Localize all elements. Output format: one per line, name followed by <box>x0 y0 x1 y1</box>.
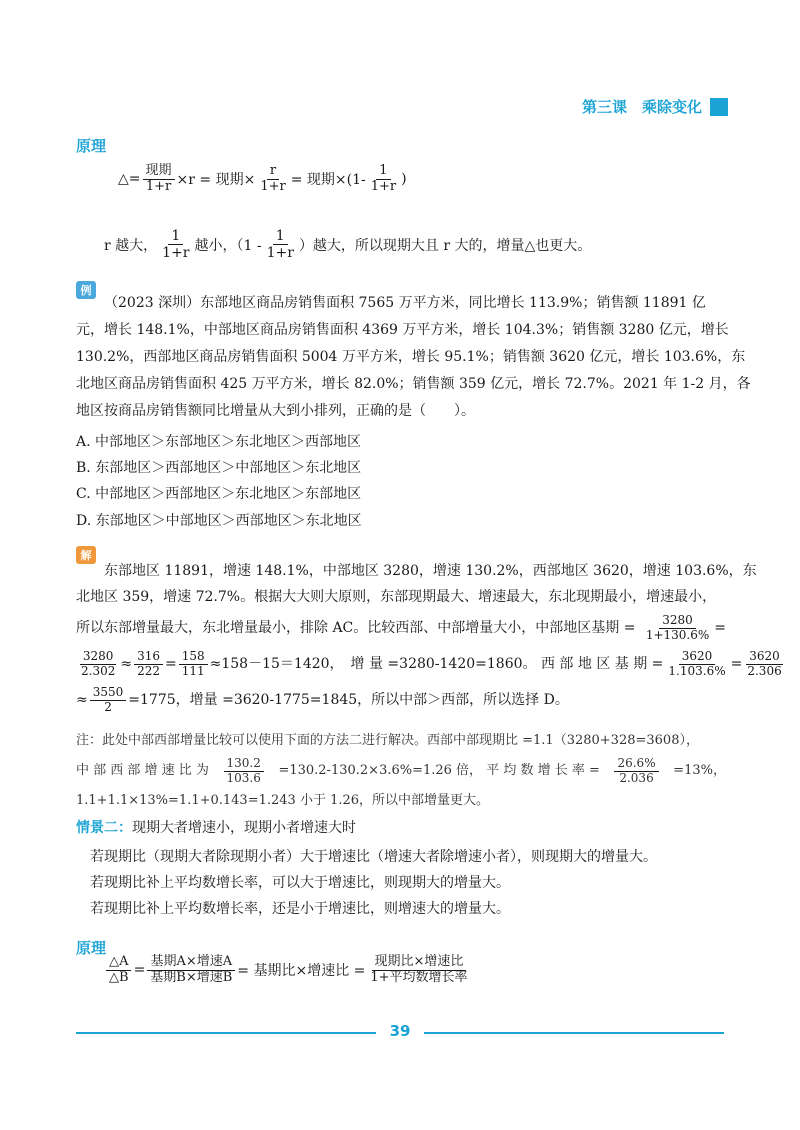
fraction: $\frac{316}{222}$ <box>134 650 163 679</box>
example-question <box>76 290 751 425</box>
option-c: C. 中部地区＞西部地区＞东北地区＞东部地区 <box>76 486 362 502</box>
formula-explanation: r 越大， $\frac{1}{1+r}$ 越小，（1 - $\frac{1}{1+r}$ ）越大，所以现期大且 r 大的，增量△也更大。 <box>104 228 592 262</box>
page-number: 39 <box>389 1022 411 1040</box>
fraction: $\frac{\text{现期}}{1+r}$ <box>143 164 175 195</box>
fraction: $\frac{3280}{2.302}$ <box>81 648 116 678</box>
solution-body <box>76 558 782 718</box>
fraction: $\frac{26.6\%}{2.036}$ <box>614 757 658 786</box>
fraction: $\frac{\text{基期A×增速A}}{\text{基期B×增速B}}$ <box>147 955 235 986</box>
question-line: 北地区商品房销售面积 425 万平方米，增长 82.0%；销售额 359 亿元，增长 72.7%。2021 年 1-2 月，各 <box>76 376 751 392</box>
scene-rule-1: 若现期比（现期大者除现期小者）大于增速比（增速大者除增速小者），则现期大的增量大。 <box>90 849 657 865</box>
scene-rule-2: 若现期比补上平均数增长率，可以大于增速比，则现期大的增量大。 <box>90 875 510 891</box>
formula-delta: △= $\frac{\text{现期}}{1+r}$ ×r = 现期× $\frac{r}{1+r}$ = 现期×(1- $\frac{1}{1+r}$ ) <box>118 163 407 194</box>
note-line: 注：此处中部西部增量比较可以使用下面的方法二进行解决。西部中部现期比 =1.1（3280+328=3608）， <box>76 733 699 748</box>
solution-line: 所以东部增量最大，东北增量最小，排除 AC。比较西部、中部增量大小，中部地区基期 = $\frac{3280}{1+130.6\%}$ = <box>76 612 726 642</box>
chapter-square-icon <box>710 98 728 116</box>
fraction: $\frac{1}{1+r}$ <box>162 228 190 262</box>
formula-ratio: $\frac{\triangle A}{\triangle B}$ = $\frac{\text{基期A×增速A}}{\text{基期B×增速B}}$ = 基期比×增速比 = $\frac{\text{现期比×增速比}}{\text{1+平均数增长率}}$ <box>104 955 473 986</box>
solution-line: $\frac{3280}{2.302}$ ≈ $\frac{316}{222}$ = $\frac{158}{111}$ ≈158－15＝1420， 增 量 =3280-1420=1860。 西 部 地 区 基 期 = $\frac{3620}{1.103.6\%}$ = $\frac{3620}{2.306}$ <box>76 646 726 682</box>
fraction: $\frac{158}{111}$ <box>179 650 208 679</box>
note-line: 中 部 西 部 增 速 比 为 $\frac{130.2}{103.6}$ =130.2-130.2×3.6%=1.26 倍， 平 均 数 增 长 率 = $\frac{26.6\%}{2.036}$ =13%， <box>76 755 726 785</box>
footer-rule-right <box>424 1032 724 1034</box>
solution-line: ≈ $\frac{3550}{2}$ =1775，增量 =3620-1775=1845，所以中部＞西部，所以选择 D。 <box>76 684 569 714</box>
scene-rule-3: 若现期比补上平均数增长率，还是小于增速比，则增速大的增量大。 <box>90 901 510 917</box>
note-block <box>76 728 726 814</box>
solution-line: 东部地区 11891，增速 148.1%，中部地区 3280，增速 130.2%，西部地区 3620，增速 103.6%，东 <box>104 563 757 579</box>
section-heading-principle: 原理 <box>76 137 107 155</box>
solution-line: 北地区 359，增速 72.7%。根据大大则大原则，东部现期最大、增速最大，东北现期最小，增速最小， <box>76 589 717 605</box>
fraction: $\frac{1}{1+r}$ <box>266 228 294 262</box>
question-line: 130.2%，西部地区商品房销售面积 5004 万平方米，增长 95.1%；销售额 3620 亿元，增长 103.6%，东 <box>76 349 746 365</box>
fraction: $\frac{3620}{1.103.6\%}$ <box>668 648 726 678</box>
note-line: 1.1+1.1×13%=1.1+0.143=1.243 小于 1.26，所以中部增量更大。 <box>76 793 490 808</box>
fraction: $\frac{130.2}{103.6}$ <box>224 757 264 786</box>
chapter-title: 第三课 乘除变化 <box>582 96 728 117</box>
scene-two-heading: 情景二：现期大者增速小，现期小者增速大时 <box>76 820 356 836</box>
example-badge: 例 <box>76 281 96 299</box>
footer-rule-left <box>76 1032 376 1034</box>
question-line: （2023 深圳）东部地区商品房销售面积 7565 万平方米，同比增长 113.9%；销售额 11891 亿 <box>104 295 706 311</box>
solution-badge: 解 <box>76 546 96 564</box>
option-b: B. 东部地区＞西部地区＞中部地区＞东北地区 <box>76 460 362 476</box>
question-line: 地区按商品房销售额同比增量从大到小排列，正确的是（ ）。 <box>76 403 475 419</box>
fraction: $\frac{\text{现期比×增速比}}{\text{1+平均数增长率}}$ <box>370 954 468 985</box>
question-line: 元，增长 148.1%，中部地区商品房销售面积 4369 万平方米，增长 104.3%；销售额 3280 亿元，增长 <box>76 322 729 338</box>
fraction: $\frac{3280}{1+130.6\%}$ <box>645 612 710 642</box>
option-a: A. 中部地区＞东部地区＞东北地区＞西部地区 <box>76 434 362 450</box>
fraction: $\frac{r}{1+r}$ <box>260 163 286 194</box>
fraction: $\frac{1}{1+r}$ <box>370 163 397 194</box>
fraction: $\frac{3620}{2.306}$ <box>747 648 782 678</box>
section-heading-principle-2: 原理 <box>76 939 107 957</box>
fraction: $\frac{3550}{2}$ <box>90 686 127 715</box>
fraction: $\frac{\triangle A}{\triangle B}$ <box>106 955 132 986</box>
option-d: D. 东部地区＞中部地区＞西部地区＞东北地区 <box>76 513 362 529</box>
